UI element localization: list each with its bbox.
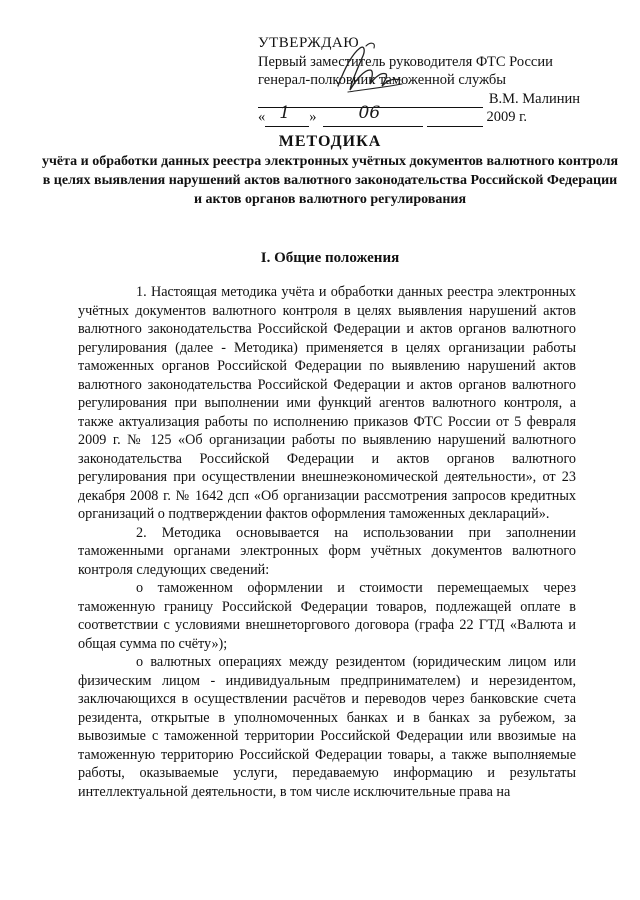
approval-signature-row (258, 90, 580, 109)
approval-position-line: Первый заместитель руководителя ФТС России (258, 53, 553, 70)
date-quote-open: « (258, 109, 266, 125)
approval-date-row (258, 102, 580, 127)
paragraph-currency-operations: о валютных операциях между резидентом (юридическим лицом или физическим лицом - индивидуальным предпринимателем) и нерезидентом, заключающихся в осуществлении расчётов и переводов через банковские счета резидента, открытые в уполномоченных банках и в банках за рубежом, за вывозимые с таможенной территории Российской Федерации или ввозимые на таможенную территорию Российской Федерации товары, а также выполняемые работы, оказываемые услуги, передаваемую информацию и результаты интеллектуальной деятельности, в том числе исключительные права на (78, 654, 576, 800)
handwritten-signature (330, 40, 410, 102)
document-title: МЕТОДИКА (278, 133, 382, 150)
date-extra-line (427, 110, 483, 127)
paragraph-customs-clearance: о таможенном оформлении и стоимости перемещаемых через таможенную границу Российской Федерации товаров, подлежащей оплате в соответствии с условиями внешнеторгового договора (графа 22 ГТД «Валюта и общая сумма по счёту»); (78, 580, 576, 652)
document-body (78, 283, 576, 801)
date-day-handwritten: 1 (279, 102, 291, 123)
date-quote-close: » (309, 109, 317, 125)
approval-heading: УТВЕРЖДАЮ (258, 35, 360, 51)
section-heading: I. Общие положения (260, 250, 400, 266)
approval-block (258, 34, 580, 127)
date-day-field (265, 102, 309, 127)
date-month-field (323, 102, 423, 127)
document-title-block (40, 132, 620, 209)
document-subtitle: учёта и обработки данных реестра электронных учётных документов валютного контроля в целях выявления нарушений актов валютного законодательства Российской Федерации и актов органов валютного регулирования (41, 154, 619, 207)
date-year: 2009 г. (486, 109, 528, 125)
date-month-handwritten: 06 (358, 102, 381, 123)
approval-rank-line: генерал-полковник таможенной службы (258, 72, 507, 88)
paragraph-2: 2. Методика основывается на использовании при заполнении таможенными органами электронных форм учётных документов валютного контроля следующих сведений: (78, 524, 576, 578)
approver-name: В.М. Малинин (488, 90, 580, 107)
paragraph-1: 1. Настоящая методика учёта и обработки данных реестра электронных учётных документов валютного контроля в целях выявления нарушений актов валютного законодательства Российской Федерации и актов органов валютного регулирования (далее - Методика) применяется в целях организации работы таможенных органов Российской Федерации по выявлению нарушений актов валютного законодательства Российской Федерации и актов органов валютного регулирования при выполнении ими функций агентов валютного контроля, а также актуализация работы по исполнению приказов ФТС России от 5 февраля 2009 г. № 125 «Об организации работы по выявлению нарушений валютного законодательства Российской Федерации и актов органов валютного регулирования при осуществлении внешнеэкономической деятельности», от 23 декабря 2008 г. № 1642 дсп «Об организации рассмотрения запросов кредитных организаций о подтверждении фактов оформления таможенных деклараций». (78, 284, 576, 522)
